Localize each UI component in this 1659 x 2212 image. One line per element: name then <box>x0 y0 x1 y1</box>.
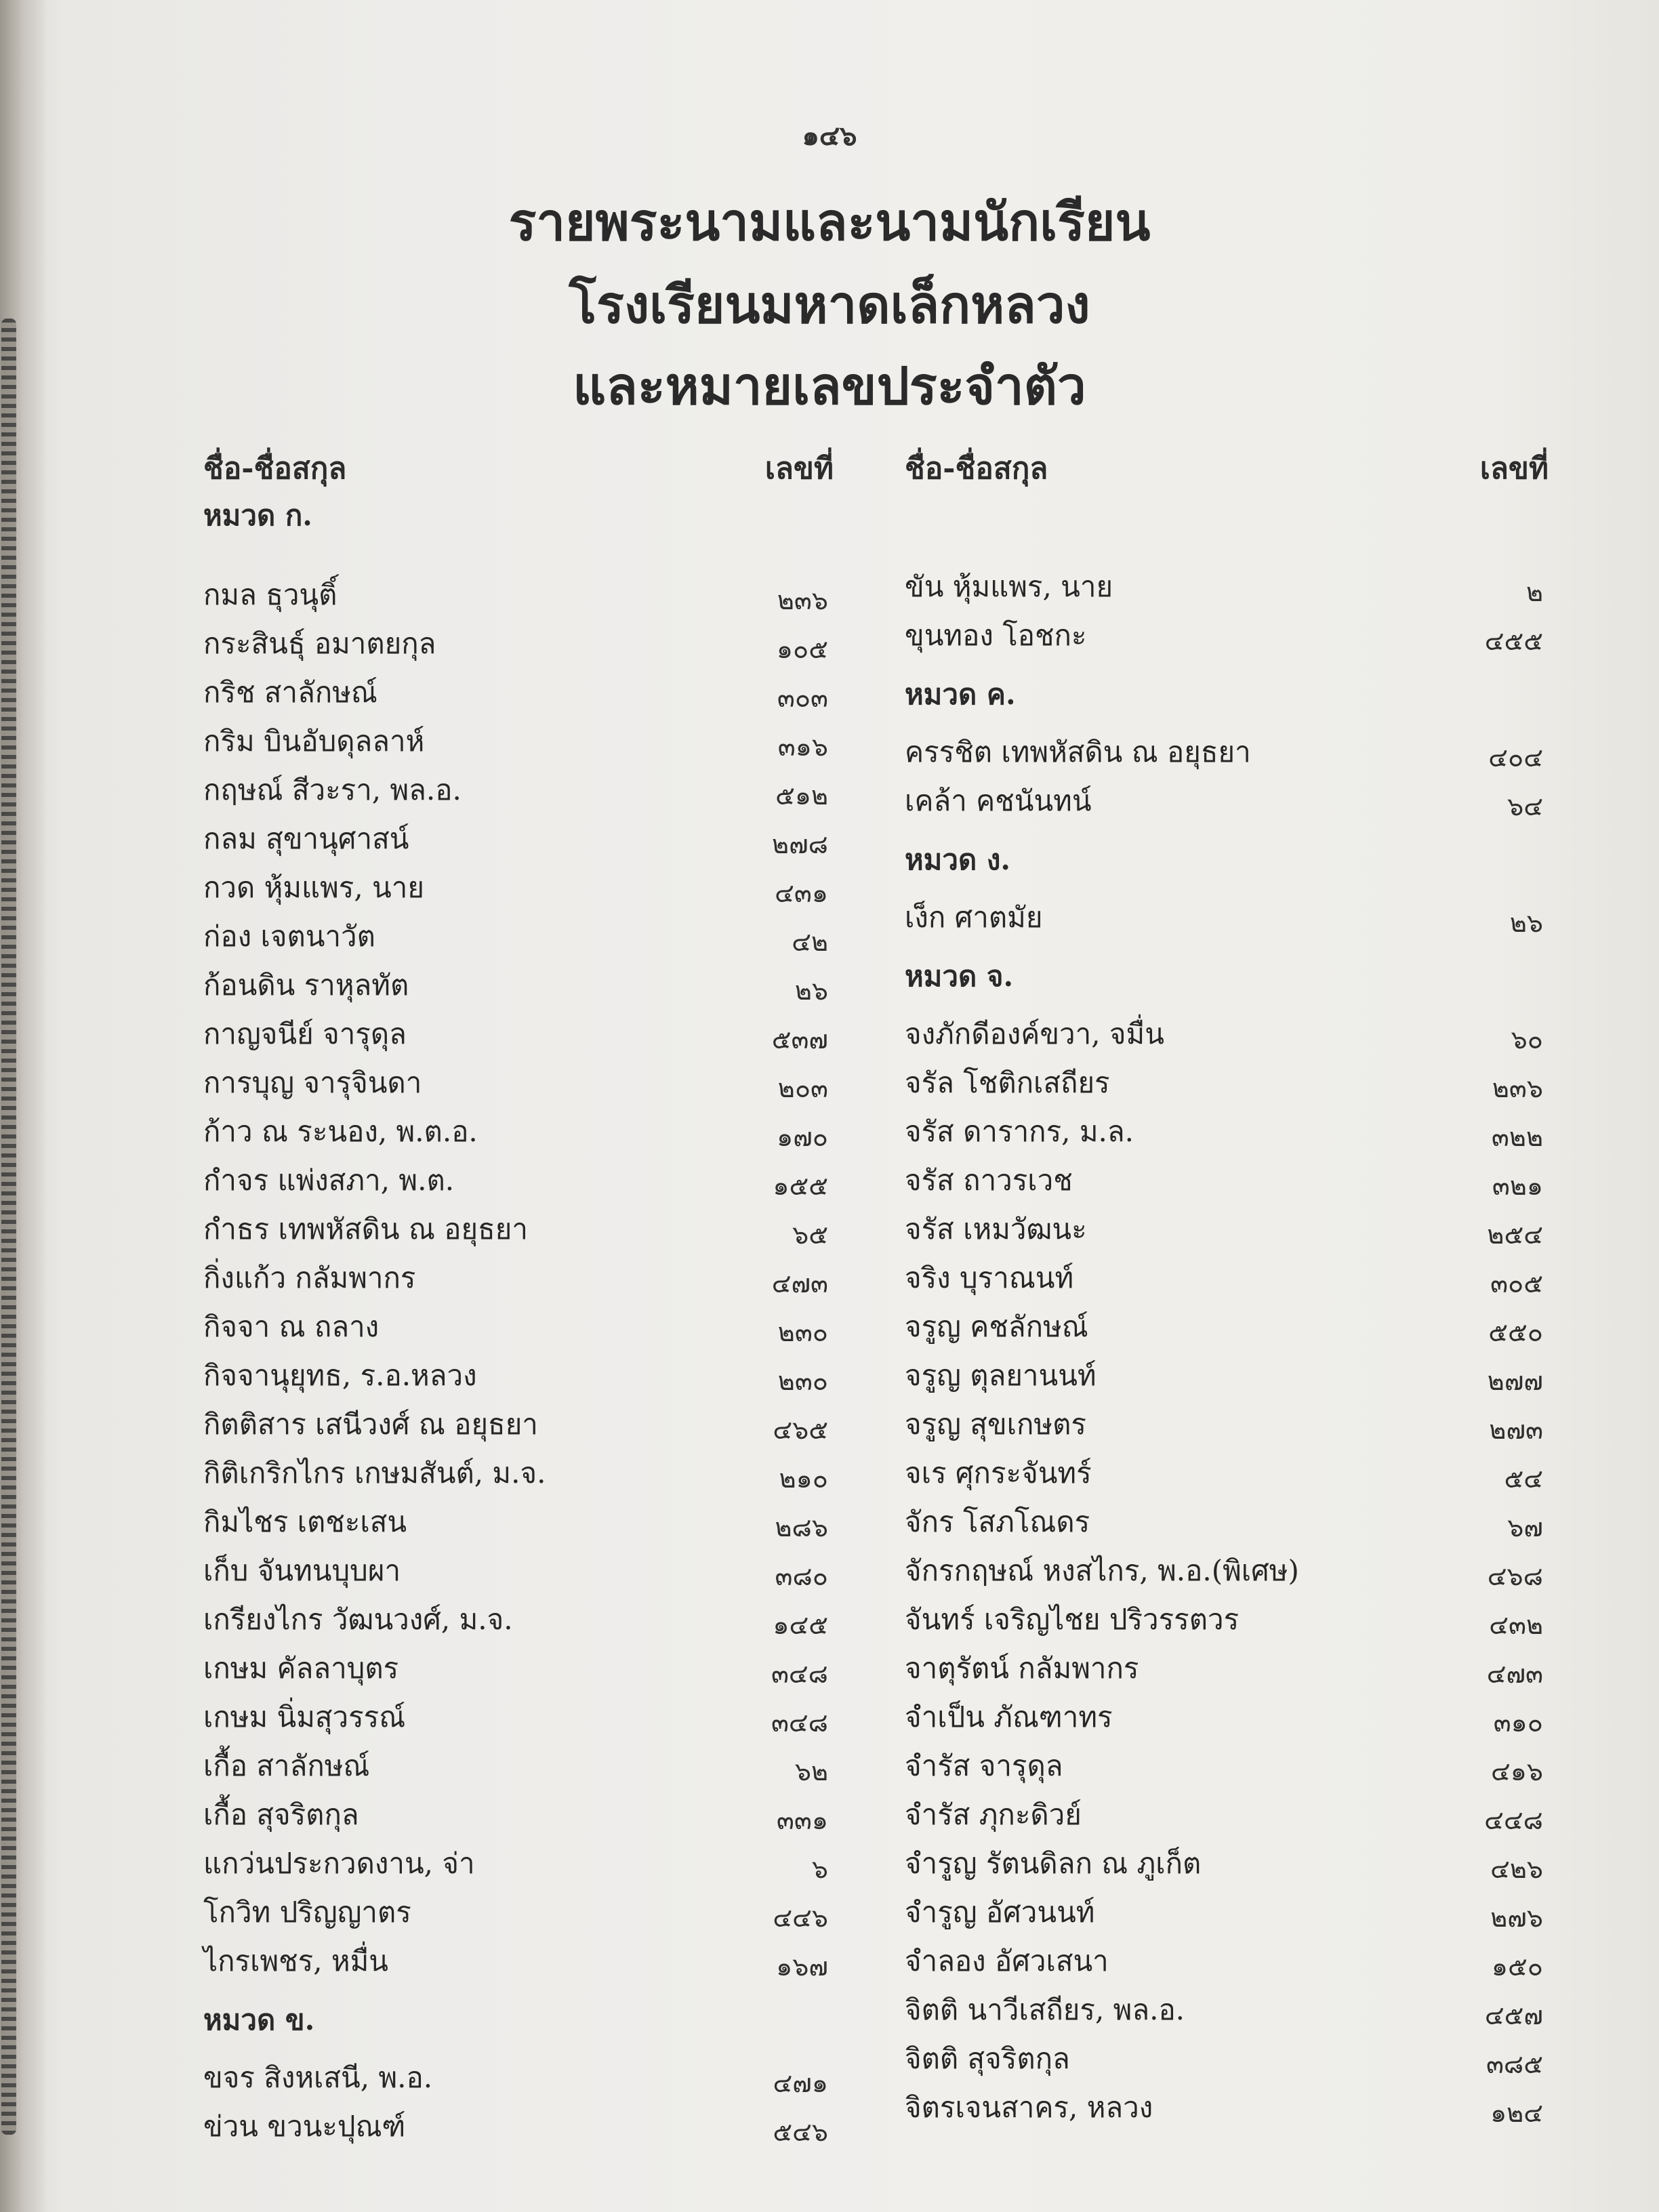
list-item <box>203 1742 834 1790</box>
entry-number: ๔๕๗ <box>1484 2001 1543 2030</box>
entry-number: ๓๒๒ <box>1491 1122 1543 1152</box>
list-item <box>203 1839 834 1888</box>
entry-number: ๓๑๖ <box>777 732 828 762</box>
entry-number: ๖ <box>811 1854 828 1884</box>
entry-name: กำธร เทพหัสดิน ณ อยุธยา <box>203 1212 528 1246</box>
list-item <box>905 1498 1549 1547</box>
entry-number: ๒๗๓ <box>1489 1415 1543 1445</box>
entry-number: ๑๒๔ <box>1490 2098 1543 2128</box>
page-title-line-1: รายพระนามและนามนักเรียน <box>508 192 1151 252</box>
entry-list-kho-continued <box>905 562 1549 660</box>
entry-name: กิจจา ณ ถลาง <box>203 1310 380 1343</box>
entry-number: ๔๖๘ <box>1487 1561 1543 1591</box>
entry-name: กำจร แพ่งสภา, พ.ต. <box>203 1164 455 1197</box>
entry-list-ko <box>203 571 834 1986</box>
entry-name: จงภักดีองค์ขวา, จมื่น <box>905 1017 1164 1050</box>
entry-name: เก็บ จันทนบุบผา <box>203 1554 401 1587</box>
group-heading-ngo: หมวด ง. <box>905 843 1010 876</box>
entry-number: ๒๕๔ <box>1487 1220 1543 1250</box>
list-item <box>203 1351 834 1400</box>
list-item <box>905 1351 1549 1400</box>
entry-name: จำรูญ อัศวนนท์ <box>905 1896 1095 1929</box>
page-title-line-2: โรงเรียนมหาดเล็กหลวง <box>569 274 1090 335</box>
list-item <box>203 1254 834 1303</box>
list-item <box>203 571 834 619</box>
entry-name: จเร ศุกระจันทร์ <box>905 1456 1092 1490</box>
page-number: ๑๔๖ <box>802 120 857 152</box>
entry-number: ๓๒๑ <box>1492 1171 1543 1201</box>
entry-name: จริง บุราณนท์ <box>905 1261 1074 1294</box>
entry-name: จาตุรัตน์ กลัมพากร <box>905 1652 1139 1685</box>
list-item <box>905 1888 1549 1937</box>
list-item <box>203 1888 834 1937</box>
entry-name: กฤษณ์ สีวะรา, พล.อ. <box>203 773 462 806</box>
list-item <box>203 766 834 815</box>
entry-number: ๑๐๕ <box>776 634 828 664</box>
entry-name: จรูญ สุขเกษตร <box>905 1408 1086 1441</box>
list-item <box>905 1449 1549 1498</box>
entry-number: ๕๔๖ <box>773 2117 828 2147</box>
entry-name: เกษม นิ่มสุวรรณ์ <box>203 1700 406 1734</box>
entry-number: ๔๔๘ <box>1484 1805 1543 1835</box>
entry-name: ไกรเพชร, หมื่น <box>203 1944 388 1978</box>
entry-list-kho-khwai <box>905 728 1549 825</box>
entry-name: จำเป็น ภัณฑาทร <box>905 1700 1113 1734</box>
entry-number: ๑๖๗ <box>776 1952 828 1982</box>
list-item <box>203 815 834 863</box>
entry-name: ก่อง เจตนาวัต <box>203 920 375 953</box>
list-item <box>905 1986 1549 2034</box>
list-item <box>905 1010 1549 1059</box>
list-item <box>905 1107 1549 1156</box>
entry-number: ๖๔ <box>1507 792 1543 821</box>
list-item <box>905 1059 1549 1107</box>
entry-name: กาญจนีย์ จารุดุล <box>203 1017 407 1050</box>
list-item <box>203 1547 834 1595</box>
entry-name: กิ่งแก้ว กลัมพากร <box>203 1261 416 1294</box>
list-item <box>203 961 834 1010</box>
list-item <box>905 1156 1549 1205</box>
entry-list-ngo <box>905 893 1549 942</box>
entry-name: ข่วน ขวนะปุณฑ์ <box>203 2110 406 2143</box>
entry-number: ๖๐ <box>1511 1025 1543 1054</box>
entry-name: จำรัส จารุดุล <box>905 1749 1063 1782</box>
entry-name: จรูญ คชลักษณ์ <box>905 1310 1088 1343</box>
entry-name: กิมไชร เตชะเสน <box>203 1505 407 1538</box>
entry-number: ๓๔๘ <box>771 1708 828 1738</box>
entry-number: ๔๐๔ <box>1488 743 1543 773</box>
list-item <box>203 1107 834 1156</box>
entry-name: ขุนทอง โอชกะ <box>905 619 1087 652</box>
entry-number: ๓๐๕ <box>1490 1269 1543 1298</box>
entry-name: กลม สุขานุศาสน์ <box>203 822 409 855</box>
list-item <box>203 863 834 912</box>
entry-name: กริม บินอับดุลลาห์ <box>203 724 425 758</box>
entry-name: กระสินธุ์ อมาตยกุล <box>203 627 436 660</box>
entry-name: กริช สาลักษณ์ <box>203 676 377 709</box>
list-item <box>905 1547 1549 1595</box>
entry-name: ขัน หุ้มแพร, นาย <box>905 570 1113 603</box>
entry-number: ๒๗๘ <box>772 830 828 859</box>
entry-list-cho <box>905 1010 1549 2132</box>
list-item <box>905 1839 1549 1888</box>
entry-number: ๖๒ <box>794 1757 828 1786</box>
list-item <box>203 1059 834 1107</box>
entry-name: กวด หุ้มแพร, นาย <box>203 871 424 904</box>
entry-name: เคล้า คชนันทน์ <box>905 784 1092 817</box>
right-column <box>905 441 1549 2132</box>
column-header-name: ชื่อ-ชื่อสกุล <box>905 451 1048 486</box>
list-item <box>905 1595 1549 1644</box>
list-item <box>203 1644 834 1693</box>
spine-ornament-border <box>1 319 16 2135</box>
entry-number: ๓๑๐ <box>1493 1708 1543 1738</box>
entry-number: ๒๓๐ <box>777 1317 828 1347</box>
list-item <box>905 611 1549 660</box>
entry-number: ๔๕๕ <box>1484 626 1543 656</box>
entry-number: ๒๐๓ <box>777 1073 828 1103</box>
list-item <box>905 2083 1549 2132</box>
entry-name: จำรูญ รัตนดิลก ณ ภูเก็ต <box>905 1847 1202 1880</box>
group-heading-kho: หมวด ข. <box>203 2003 315 2036</box>
entry-name: เกื้อ สาลักษณ์ <box>203 1749 370 1782</box>
list-item <box>905 728 1549 777</box>
entry-number: ๔๔๖ <box>773 1903 828 1933</box>
entry-name: โกวิท ปริญญาตร <box>203 1896 411 1929</box>
list-item <box>203 2102 834 2151</box>
entry-number: ๓๘๐ <box>775 1561 828 1591</box>
list-item <box>905 562 1549 611</box>
entry-name: เกรียงไกร วัฒนวงศ์, ม.จ. <box>203 1603 513 1636</box>
list-item <box>203 1790 834 1839</box>
list-item <box>203 1205 834 1254</box>
entry-name: ขจร สิงหเสนี, พ.อ. <box>203 2061 433 2094</box>
entry-number: ๒ <box>1525 577 1543 607</box>
list-item <box>905 1937 1549 1986</box>
entry-number: ๔๖๕ <box>773 1415 828 1445</box>
list-item <box>203 619 834 668</box>
list-item <box>203 1449 834 1498</box>
column-header <box>905 441 1549 491</box>
list-item <box>203 1693 834 1742</box>
entry-number: ๒๗๖ <box>1490 1903 1543 1933</box>
entry-name: การบุญ จารุจินดา <box>203 1066 422 1099</box>
list-item <box>905 1644 1549 1693</box>
entry-number: ๓๔๘ <box>771 1659 828 1689</box>
entry-name: จรูญ ตุลยานนท์ <box>905 1359 1097 1392</box>
list-item <box>203 717 834 766</box>
entry-name: จักร โสภโณดร <box>905 1505 1090 1538</box>
entry-number: ๑๕๕ <box>773 1171 828 1201</box>
list-item <box>203 1498 834 1547</box>
column-header-number: เลขที่ <box>1479 451 1549 486</box>
entry-name: กมล ธุวนุติ์ <box>203 578 337 611</box>
entry-name: จิตติ สุจริตกุล <box>905 2042 1070 2075</box>
list-item <box>203 1937 834 1986</box>
entry-name: จิตติ นาวีเสถียร, พล.อ. <box>905 1993 1185 2026</box>
list-item <box>905 893 1549 942</box>
entry-number: ๖๕ <box>792 1220 828 1250</box>
entry-number: ๓๐๓ <box>777 683 828 713</box>
entry-name: ครรชิต เทพหัสดิน ณ อยุธยา <box>905 735 1251 769</box>
entry-name: จรัส ดารากร, ม.ล. <box>905 1115 1134 1148</box>
entry-number: ๕๓๗ <box>771 1025 828 1054</box>
list-item <box>905 2034 1549 2083</box>
entry-number: ๔๗๓ <box>1486 1659 1543 1689</box>
list-item <box>905 1790 1549 1839</box>
list-item <box>203 912 834 961</box>
entry-number: ๒๓๐ <box>777 1366 828 1396</box>
column-header-number: เลขที่ <box>764 451 834 486</box>
entry-name: เง็ก ศาตมัย <box>905 901 1043 934</box>
list-item <box>203 1400 834 1449</box>
entry-number: ๑๗๐ <box>777 1122 828 1152</box>
list-item <box>203 668 834 717</box>
list-item <box>905 1254 1549 1303</box>
list-item <box>905 1205 1549 1254</box>
column-header <box>203 441 834 491</box>
entry-number: ๔๒ <box>792 927 828 957</box>
list-item <box>203 2053 834 2102</box>
entry-number: ๕๔ <box>1504 1464 1543 1494</box>
entry-number: ๑๔๕ <box>773 1610 828 1640</box>
entry-number: ๔๗๓ <box>771 1269 828 1298</box>
entry-number: ๔๒๖ <box>1490 1854 1543 1884</box>
entry-name: กิจจานุยุทธ, ร.อ.หลวง <box>203 1359 477 1392</box>
list-item <box>203 1156 834 1205</box>
group-heading-kho-khwai: หมวด ค. <box>905 678 1016 711</box>
entry-name: จรัส ถาวรเวช <box>905 1164 1073 1197</box>
list-item <box>203 1595 834 1644</box>
list-item <box>905 1400 1549 1449</box>
list-item <box>905 777 1549 825</box>
list-item <box>203 1010 834 1059</box>
entry-number: ๒๘๖ <box>775 1513 828 1542</box>
list-item <box>905 1742 1549 1790</box>
entry-number: ๑๕๐ <box>1491 1952 1543 1982</box>
entry-number: ๔๗๑ <box>773 2068 828 2098</box>
entry-number: ๖๗ <box>1507 1513 1543 1542</box>
page-title-line-3: และหมายเลขประจำตัว <box>573 356 1086 416</box>
entry-name: จรัล โชติกเสถียร <box>905 1066 1110 1099</box>
entry-name: จำลอง อัศวเสนา <box>905 1944 1109 1978</box>
group-heading-ko: หมวด ก. <box>203 499 312 532</box>
entry-list-kho <box>203 2053 834 2151</box>
entry-number: ๓๘๕ <box>1486 2049 1543 2079</box>
entry-number: ๔๓๒ <box>1489 1610 1543 1640</box>
list-item <box>905 1693 1549 1742</box>
entry-number: ๒๑๐ <box>779 1464 828 1494</box>
entry-number: ๔๑๖ <box>1490 1757 1543 1786</box>
entry-number: ๒๖ <box>794 976 828 1006</box>
entry-name: กิตติสาร เสนีวงศ์ ณ อยุธยา <box>203 1408 538 1441</box>
entry-name: จรัส เหมวัฒนะ <box>905 1212 1087 1246</box>
entry-number: ๕๑๒ <box>775 781 828 811</box>
entry-name: จำรัส ภุกะดิวย์ <box>905 1798 1082 1831</box>
entry-number: ๒๖ <box>1509 908 1543 938</box>
entry-name: จิตรเจนสาคร, หลวง <box>905 2091 1153 2124</box>
entry-name: แกว่นประกวดงาน, จ่า <box>203 1847 475 1880</box>
column-header-name: ชื่อ-ชื่อสกุล <box>203 451 347 486</box>
entry-name: จักรกฤษณ์ หงสไกร, พ.อ.(พิเศษ) <box>905 1554 1299 1587</box>
entry-number: ๒๓๖ <box>777 586 828 615</box>
entry-name: จันทร์ เจริญไชย ปริวรรตวร <box>905 1603 1240 1636</box>
entry-number: ๒๓๖ <box>1492 1073 1543 1103</box>
entry-number: ๒๗๗ <box>1487 1366 1543 1396</box>
entry-name: ก้าว ณ ระนอง, พ.ต.อ. <box>203 1115 478 1148</box>
entry-name: เกื้อ สุจริตกุล <box>203 1798 359 1831</box>
entry-number: ๕๕๐ <box>1488 1317 1543 1347</box>
entry-name: เกษม คัลลาบุตร <box>203 1652 399 1685</box>
entry-number: ๓๓๑ <box>776 1805 828 1835</box>
group-heading-cho: หมวด จ. <box>905 960 1014 993</box>
entry-name: ก้อนดิน ราหุลทัต <box>203 968 409 1002</box>
list-item <box>905 1303 1549 1351</box>
entry-name: กิติเกริกไกร เกษมสันต์, ม.จ. <box>203 1456 546 1490</box>
entry-number: ๔๓๑ <box>775 878 828 908</box>
list-item <box>203 1303 834 1351</box>
left-column <box>203 441 834 2151</box>
